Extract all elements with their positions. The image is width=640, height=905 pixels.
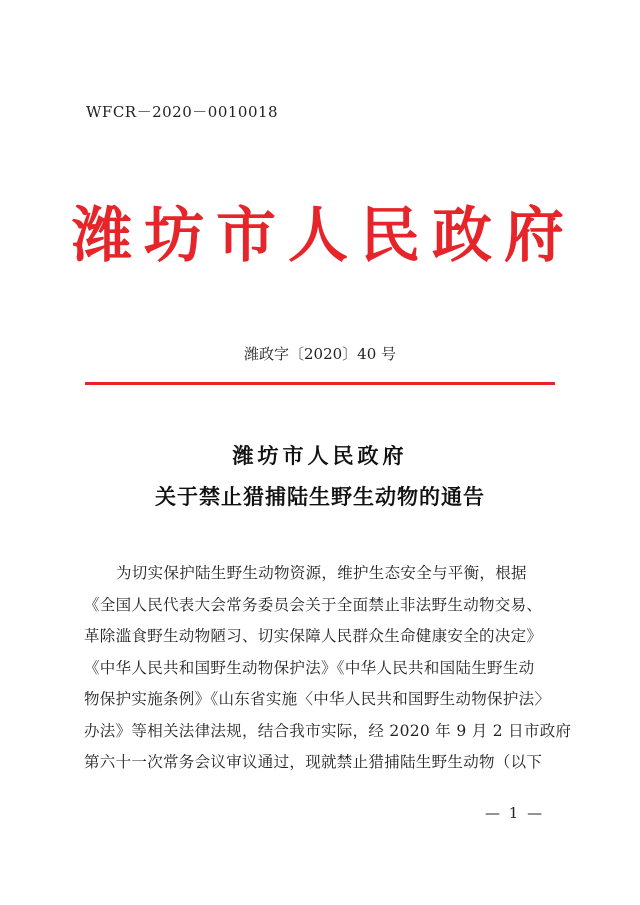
body-text [84, 561, 572, 782]
body-line: 《中华人民共和国野生动物保护法》《中华人民共和国陆生野生动 [84, 658, 535, 677]
page-number: — 1 — [485, 804, 545, 822]
body-line: 为切实保护陆生野生动物资源，维护生态安全与平衡，根据 [116, 564, 527, 582]
body-line: 办法》等相关法律法规，结合我市实际，经 2020 年 9 月 2 日市政府 [84, 721, 572, 740]
title-issuer: 潍坊市人民政府 [232, 443, 408, 468]
body-line: 革除滥食野生动物陋习、切实保障人民群众生命健康安全的决定》 [84, 627, 543, 645]
issuer-masthead: 潍坊市人民政府 [72, 201, 576, 271]
title-subject: 关于禁止猎捕陆生野生动物的通告 [155, 484, 485, 509]
body-line: 《全国人民代表大会常务委员会关于全面禁止非法野生动物交易、 [84, 595, 543, 614]
document-number: 潍政字〔2020〕40 号 [243, 345, 397, 363]
body-line: 物保护实施条例》《山东省实施〈中华人民共和国野生动物保护法〉 [84, 690, 551, 708]
document-code: WFCR－2020－0010018 [86, 103, 279, 121]
red-divider [85, 382, 555, 385]
body-line: 第六十一次常务会议审议通过，现就禁止猎捕陆生野生动物（以下 [84, 753, 543, 771]
